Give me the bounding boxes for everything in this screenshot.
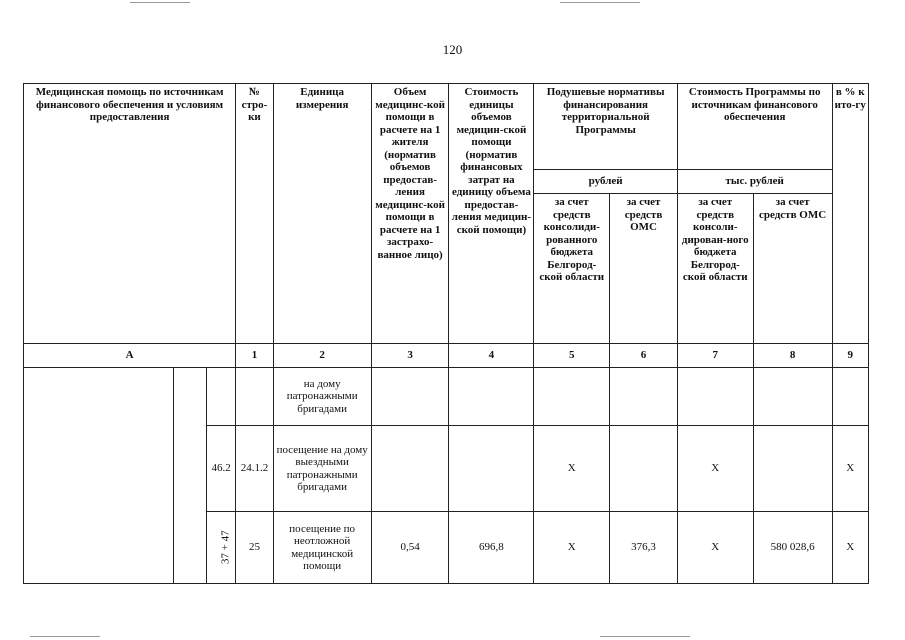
header-oms-cost: за счет средств ОМС xyxy=(753,194,832,344)
row-unit-cost: 696,8 xyxy=(449,512,534,584)
numbering-cell: 2 xyxy=(273,344,371,368)
header-unit-thousand-rubles: тыс. рублей xyxy=(677,170,832,194)
scan-edge-mark xyxy=(130,2,190,3)
row-regional-cost: Х xyxy=(677,426,753,512)
row-regional-per-capita: Х xyxy=(534,426,610,512)
financing-table xyxy=(23,83,869,584)
row-oms-per-capita: 376,3 xyxy=(610,512,678,584)
header-regional-budget-per-capita: за счет средств консолиди-рованного бюджета Белгород-ской области xyxy=(534,194,610,344)
table-row xyxy=(24,368,869,426)
numbering-cell: 4 xyxy=(449,344,534,368)
row-unit: посещение по неотложной медицинской помощи xyxy=(273,512,371,584)
row-reference: 37 + 47 xyxy=(219,530,232,565)
row-unit-cost xyxy=(449,368,534,426)
row-unit-cost xyxy=(449,426,534,512)
row-unit: посещение на дому выездными патронажными бригадами xyxy=(273,426,371,512)
numbering-cell: 1 xyxy=(236,344,273,368)
header-unit-cost: Стоимость единицы объемов медицин-ской помощи (норматив финансовых затрат на единицу объема предостав-ления медицин-ской помощи) xyxy=(449,84,534,344)
row-oms-cost: 580 028,6 xyxy=(753,512,832,584)
row-line-number: 24.1.2 xyxy=(236,426,273,512)
row-line-number xyxy=(236,368,273,426)
header-oms-per-capita: за счет средств ОМС xyxy=(610,194,678,344)
row-regional-cost: Х xyxy=(677,512,753,584)
row-oms-cost xyxy=(753,368,832,426)
numbering-cell: А xyxy=(24,344,236,368)
header-line-number: № стро-ки xyxy=(236,84,273,344)
row-percent: Х xyxy=(832,512,868,584)
scan-edge-mark xyxy=(30,636,100,637)
scan-edge-mark xyxy=(560,2,640,3)
page-number: 120 xyxy=(442,42,463,57)
row-percent: Х xyxy=(832,426,868,512)
row-oms-per-capita xyxy=(610,368,678,426)
subcategory-cell xyxy=(173,368,206,584)
category-cell xyxy=(24,368,174,584)
header-percent-total: в % к ито-гу xyxy=(832,84,868,344)
header-regional-budget-cost: за счет средств консоли-дирован-ного бюджета Белгород-ской области xyxy=(677,194,753,344)
header-unit: Единица измерения xyxy=(273,84,371,344)
row-volume xyxy=(371,368,449,426)
row-regional-per-capita xyxy=(534,368,610,426)
header-medical-care: Медицинская помощь по источникам финансового обеспечения и условиям предоставления xyxy=(24,84,236,344)
row-regional-cost xyxy=(677,368,753,426)
row-reference: 46.2 xyxy=(206,426,235,512)
header-unit-rubles: рублей xyxy=(534,170,678,194)
row-line-number: 25 xyxy=(236,512,273,584)
row-percent xyxy=(832,368,868,426)
row-oms-cost xyxy=(753,426,832,512)
row-oms-per-capita xyxy=(610,426,678,512)
header-volume: Объем медицинс-кой помощи в расчете на 1 жителя (норматив объемов предостав-ления медицинс-кой помощи в расчете на 1 застрахо-ванное лицо) xyxy=(371,84,449,344)
row-volume: 0,54 xyxy=(371,512,449,584)
row-regional-per-capita: Х xyxy=(534,512,610,584)
header-per-capita-norms: Подушевые нормативы финансирования территориальной Программы xyxy=(534,84,678,170)
row-reference xyxy=(206,368,235,426)
header-program-cost: Стоимость Программы по источникам финансового обеспечения xyxy=(677,84,832,170)
row-unit: на дому патронажными бригадами xyxy=(273,368,371,426)
numbering-cell: 3 xyxy=(371,344,449,368)
numbering-cell: 7 xyxy=(677,344,753,368)
numbering-cell: 8 xyxy=(753,344,832,368)
row-volume xyxy=(371,426,449,512)
numbering-row xyxy=(24,344,869,368)
numbering-cell: 9 xyxy=(832,344,868,368)
row-reference-rotated xyxy=(206,512,235,584)
numbering-cell: 5 xyxy=(534,344,610,368)
numbering-cell: 6 xyxy=(610,344,678,368)
scan-edge-mark xyxy=(600,636,690,637)
